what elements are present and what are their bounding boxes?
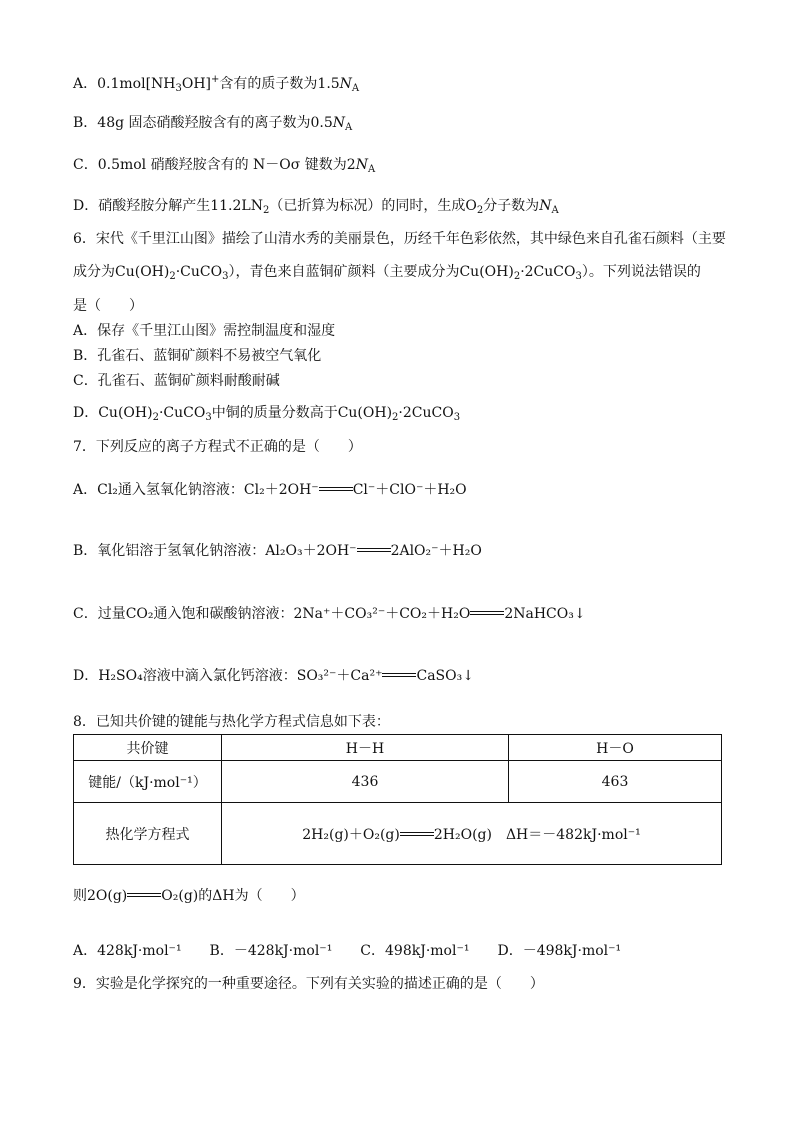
bond-energy-table — [73, 734, 722, 865]
q8-ask: 则2O(g) O₂(g)的ΔH为（ ） — [73, 888, 305, 904]
energy-h-h: 436 — [222, 761, 509, 803]
q5-option-b: B．48g 固态硝酸羟胺含有的离子数为$0.5N_A$ — [73, 115, 353, 133]
equals-arrow — [127, 891, 161, 901]
q6-stem-line2: 成分为$Cu(OH)_2\cdot CuCO_3$），青色来自蓝铜矿颜料（主要成分为$Cu(OH)_2\cdot 2CuCO_3$）。下列说法错误的 — [73, 264, 701, 282]
q7-option-c: C．过量CO₂通入饱和碳酸钠溶液：2Na⁺＋CO₃²⁻＋CO₂＋H₂O 2NaHCO₃↓ — [73, 606, 586, 622]
q6-stem-line3: 是（ ） — [73, 298, 143, 314]
q7-option-d: D．H₂SO₄溶液中滴入氯化钙溶液：SO₃²⁻＋Ca²⁺ CaSO₃↓ — [73, 668, 474, 684]
energy-h-o: 463 — [509, 761, 722, 803]
q5-option-a: A．$0.1mol[NH_3OH]^+$含有的质子数为$1.5N_A$ — [73, 74, 360, 94]
q7-option-b: B．氧化铝溶于氢氧化钠溶液：Al₂O₃＋2OH⁻ 2AlO₂⁻＋H₂O — [73, 543, 482, 559]
q5-option-c: C．0.5mol 硝酸羟胺含有的 N－Oσ 键数为$2N_A$ — [73, 157, 376, 175]
q6-option-c: C．孔雀石、蓝铜矿颜料耐酸耐碱 — [73, 373, 280, 389]
thermo-label: 热化学方程式 — [74, 803, 222, 865]
table-header-row — [74, 735, 722, 761]
q6-option-d: D．$Cu(OH)_2\cdot CuCO_3$中铜的质量分数高于$Cu(OH)_2\cdot 2CuCO_3$ — [73, 405, 461, 423]
equals-arrow — [382, 671, 416, 681]
q7-option-a: A．Cl₂通入氢氧化钠溶液：Cl₂＋2OH⁻ Cl⁻＋ClO⁻＋H₂O — [73, 482, 467, 498]
q5-option-d: D．硝酸羟胺分解产生$11.2LN_2$（已折算为标况）的同时，生成$O_2$分子数为$N_A$ — [73, 198, 559, 216]
header-h-o: H－O — [509, 735, 722, 761]
equals-arrow — [400, 830, 434, 840]
q6-option-a: A．保存《千里江山图》需控制温度和湿度 — [73, 323, 336, 339]
header-bond: 共价键 — [74, 735, 222, 761]
q8-stem: 8．已知共价键的键能与热化学方程式信息如下表： — [73, 714, 390, 730]
header-h-h: H－H — [222, 735, 509, 761]
q6-stem-line1: 6．宋代《千里江山图》描绘了山清水秀的美丽景色，历经千年色彩依然，其中绿色来自孔雀石颜料（主要 — [73, 231, 726, 247]
q8-options: A．428kJ·mol⁻¹ B．－428kJ·mol⁻¹ C．498kJ·mol⁻¹ D．－498kJ·mol⁻¹ — [73, 943, 622, 959]
equals-arrow — [357, 546, 391, 556]
table-row — [74, 761, 722, 803]
equals-arrow — [319, 485, 353, 495]
q6-option-b: B．孔雀石、蓝铜矿颜料不易被空气氧化 — [73, 348, 322, 364]
equals-arrow — [470, 609, 504, 619]
table-row — [74, 803, 722, 865]
energy-label: 键能/（kJ·mol⁻¹） — [74, 761, 222, 803]
thermo-equation: 2H₂(g)＋O₂(g) 2H₂O(g) ΔH＝－482kJ·mol⁻¹ — [222, 803, 722, 865]
q7-stem: 7．下列反应的离子方程式不正确的是（ ） — [73, 439, 362, 455]
q9-stem: 9．实验是化学探究的一种重要途径。下列有关实验的描述正确的是（ ） — [73, 976, 544, 992]
